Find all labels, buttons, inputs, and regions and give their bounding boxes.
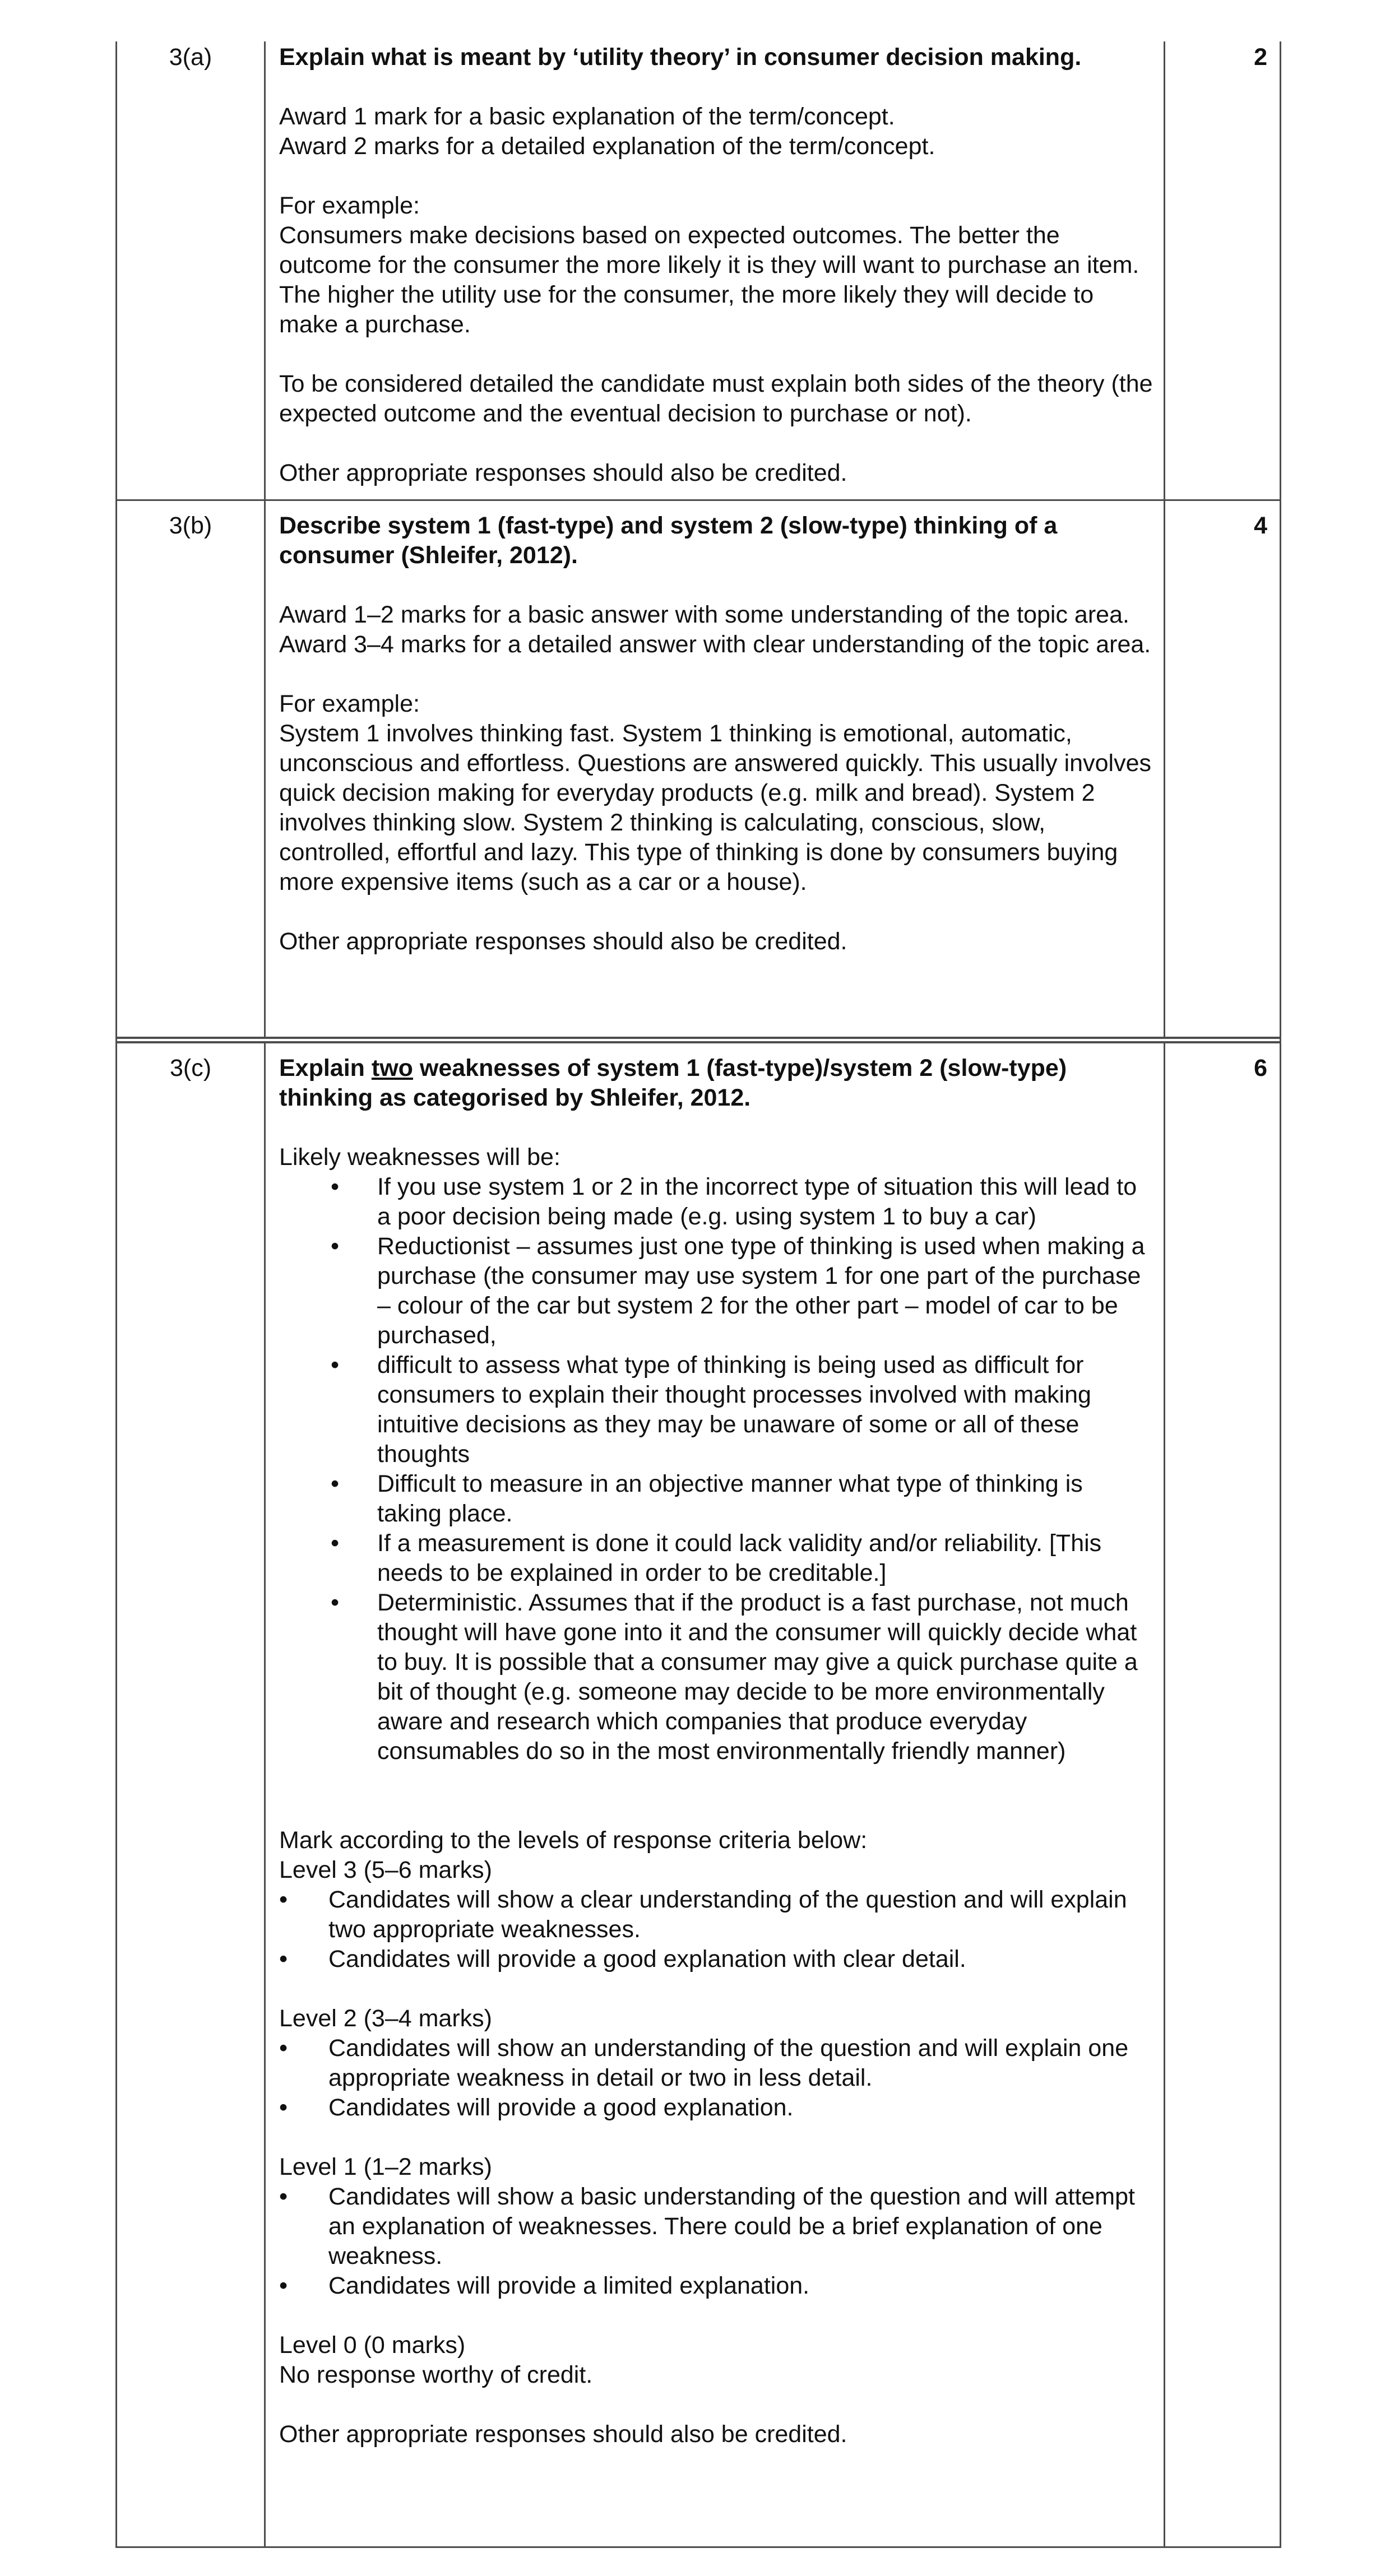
other-responses-note: Other appropriate responses should also be credited. (279, 459, 847, 486)
mark-scheme-table (115, 41, 1281, 2548)
question-number: 3(b) (117, 501, 266, 1037)
level-heading: Level 0 (0 marks) (279, 2332, 466, 2359)
other-responses-note: Other appropriate responses should also be credited. (279, 928, 847, 955)
question-row-3b (117, 501, 1280, 1043)
answer-cell (266, 501, 1165, 1037)
level-point: • Candidates will provide a good explanation with clear detail. (279, 1944, 1153, 1974)
level-point: • Candidates will show an understanding of the question and will explain one appropriate weakness in detail or two in less detail. (279, 2034, 1153, 2093)
question-row-3c (117, 1043, 1280, 2546)
answer-cell (266, 41, 1165, 499)
example-label: For example: (279, 192, 420, 219)
level-heading: Level 2 (3–4 marks) (279, 2005, 492, 2032)
level-point: • Candidates will provide a good explanation. (279, 2093, 1153, 2123)
detail-note: To be considered detailed the candidate must explain both sides of the theory (the expected outcome and the eventual decision to purchase or not). (279, 370, 1153, 427)
answer-cell (266, 1043, 1165, 2546)
criteria-intro: Mark according to the levels of response criteria below: (279, 1827, 868, 1854)
question-number: 3(a) (117, 41, 266, 499)
award-criterion: Award 1 mark for a basic explanation of the term/concept. (279, 103, 895, 130)
weakness-item: • If a measurement is done it could lack validity and/or reliability. [This needs to be explained in order to be creditable.] (279, 1529, 1153, 1588)
weaknesses-list (279, 1172, 1153, 1766)
question-title: Describe system 1 (fast-type) and system 2 (slow-type) thinking of a consumer (Shleifer, 2012). (279, 512, 1058, 569)
award-criterion: Award 2 marks for a detailed explanation of the term/concept. (279, 133, 935, 160)
question-title (279, 1053, 1153, 1113)
level-heading: Level 3 (5–6 marks) (279, 1856, 492, 1883)
marks-value: 2 (1254, 44, 1267, 71)
weaknesses-intro: Likely weaknesses will be: (279, 1144, 560, 1171)
other-responses-note: Other appropriate responses should also be credited. (279, 2421, 847, 2448)
question-title-emphasis: two (371, 1055, 413, 1082)
level-point: • Candidates will show a clear understanding of the question and will explain two appropriate weaknesses. (279, 1885, 1153, 1944)
weakness-item: • Reductionist – assumes just one type of thinking is used when making a purchase (the consumer may use system 1 for one part of the purchase – colour of the car but system 2 for the other part – model of car to be purchased, (279, 1232, 1153, 1350)
question-title-start: Explain (279, 1055, 372, 1082)
level-heading: Level 1 (1–2 marks) (279, 2153, 492, 2180)
weakness-item: • Difficult to measure in an objective manner what type of thinking is taking place. (279, 1469, 1153, 1529)
level-text: No response worthy of credit. (279, 2361, 593, 2388)
question-title-end: weaknesses of system 1 (fast-type)/system 2 (slow-type) thinking as categorised by Shleifer, 2012. (279, 1055, 1067, 1111)
level-points (279, 1885, 1153, 1974)
example-text: System 1 involves thinking fast. System 1 thinking is emotional, automatic, unconscious and effortless. Questions are answered quickly. This usually involves quick decision making for everyday products (e.g. milk and bread). System 2 involves thinking slow. System 2 thinking is calculating, conscious, slow, controlled, effortful and lazy. This type of thinking is done by consumers buying more expensive items (such as a car or a house). (279, 720, 1151, 895)
question-title: Explain what is meant by ‘utility theory’ in consumer decision making. (279, 44, 1082, 71)
level-points (279, 2034, 1153, 2123)
question-row-3a (117, 41, 1280, 501)
weakness-item: • difficult to assess what type of thinking is being used as difficult for consumers to explain their thought processes involved with making intuitive decisions as they may be unaware of some or all of these thoughts (279, 1350, 1153, 1469)
example-text: Consumers make decisions based on expected outcomes. The better the outcome for the consumer the more likely it is they will want to purchase an item. The higher the utility use for the consumer, the more likely they will decide to make a purchase. (279, 222, 1139, 338)
level-points (279, 2182, 1153, 2301)
marks-value: 6 (1254, 1055, 1267, 1082)
award-criterion: Award 3–4 marks for a detailed answer with clear understanding of the topic area. (279, 631, 1151, 658)
weakness-item: • Deterministic. Assumes that if the product is a fast purchase, not much thought will have gone into it and the consumer will quickly decide what to buy. It is possible that a consumer may give a quick purchase quite a bit of thought (e.g. someone may decide to be more environmentally aware and research which companies that produce everyday consumables do so in the most environmentally friendly manner) (279, 1588, 1153, 1766)
level-point: • Candidates will provide a limited explanation. (279, 2271, 1153, 2301)
level-point: • Candidates will show a basic understanding of the question and will attempt an explanation of weaknesses. There could be a brief explanation of one weakness. (279, 2182, 1153, 2271)
award-criterion: Award 1–2 marks for a basic answer with some understanding of the topic area. (279, 601, 1129, 628)
marks-value: 4 (1254, 512, 1267, 539)
question-number: 3(c) (117, 1043, 266, 2546)
weakness-item: • If you use system 1 or 2 in the incorrect type of situation this will lead to a poor decision being made (e.g. using system 1 to buy a car) (279, 1172, 1153, 1232)
example-label: For example: (279, 690, 420, 717)
